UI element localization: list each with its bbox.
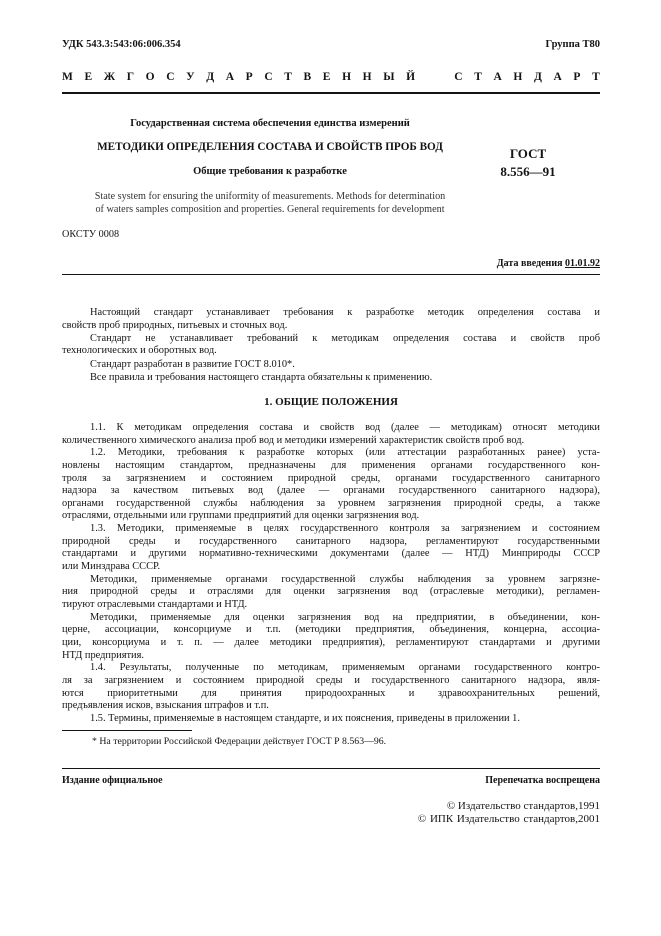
paragraph-line: новлены настоящим стандартом, предназначены для применения органами государственного кон- — [62, 459, 600, 471]
banner-letter: Ж — [103, 71, 116, 83]
banner-letter: Н — [513, 71, 523, 83]
banner-letter: У — [186, 71, 195, 83]
banner-letter: Р — [245, 71, 253, 83]
paragraph-line: 1.4. Результаты, полученные по методикам, применяемым органами государственного контро- — [90, 662, 600, 674]
paragraph-line: 1.1. К методикам определения состава и свойств вод (далее — методикам) относят методики — [90, 422, 600, 433]
banner-letter: А — [493, 71, 502, 83]
paragraph — [62, 333, 600, 358]
banner-letter: Д — [206, 71, 215, 83]
english-title-line: of waters samples composition and properties. General requirements for development — [95, 204, 445, 215]
banner-letter: В — [303, 71, 312, 83]
banner-letter: Н — [362, 71, 372, 83]
banner-letter: С — [264, 71, 273, 83]
paragraph — [62, 713, 600, 726]
footer-rule — [62, 768, 600, 769]
paragraph-line: ния природной среды и отраслями для оценки загрязнения вод (отраслевые методики), регламен- — [62, 586, 600, 598]
interstate-standard-banner — [62, 71, 600, 83]
english-title-line: State system for ensuring the uniformity of measurements. Methods for determination — [94, 191, 446, 202]
paragraph — [62, 422, 600, 447]
paragraph — [62, 372, 600, 385]
banner-letter: С — [454, 71, 463, 83]
introduction-date — [497, 258, 600, 269]
document-subtitle: Общие требования к разработке — [193, 166, 347, 177]
banner-letter: Е — [322, 71, 331, 83]
paragraph-line: Настоящий стандарт устанавливает требования к разработке методик определения состава и — [90, 307, 600, 318]
gost-number: 8.556—91 — [500, 164, 556, 179]
system-title: Государственная система обеспечения единства измерений — [130, 118, 410, 129]
banner-letter: Т — [474, 71, 482, 83]
banner-letter: Р — [573, 71, 581, 83]
official-edition: Издание официальное — [62, 775, 163, 786]
introduction-date-label: Дата введения — [496, 258, 563, 269]
paragraph-line: технологических и оборотных вод. — [62, 345, 217, 357]
reprint-prohibited: Перепечатка воспрещена — [485, 775, 600, 786]
group-code: Группа Т80 — [545, 39, 600, 50]
paragraph-line: природной среды и государственного санитарного надзора, регламентируют государственными — [62, 535, 600, 547]
paragraph-line: Стандарт не устанавливает требований к методикам определения состава и свойств проб — [90, 332, 600, 344]
paragraph-line: надзора за качеством питьевых вод (далее — органами государственного санитарного надзора), — [62, 485, 600, 497]
paragraph — [62, 523, 600, 573]
paragraph-line: органами государственной службы наблюдения за уровнем загрязнения природной среды, а также — [62, 497, 600, 509]
paragraph-line: 1.5. Термины, применяемые в настоящем стандарте, и их пояснения, приведены в приложении 1. — [90, 713, 520, 724]
banner-letter: Е — [84, 71, 93, 83]
banner-letter: Г — [126, 71, 135, 83]
gost-label: ГОСТ — [509, 146, 547, 161]
udk-code: УДК 543.3:543:06:006.354 — [62, 39, 181, 50]
banner-letter: Д — [533, 71, 542, 83]
banner-gap — [427, 71, 443, 83]
section-heading: 1. ОБЩИЕ ПОЛОЖЕНИЯ — [264, 396, 398, 408]
paragraph-line: Все правила и требования настоящего стандарта обязательны к применению. — [90, 371, 433, 383]
paragraph-line: ля за загрязнением и состоянием природной среды и государственного санитарного надзора, явля- — [62, 674, 600, 686]
paragraph — [62, 574, 600, 612]
paragraph-line: Методики, применяемые для оценки загрязнения вод на предприятии, в объединении, кон- — [90, 611, 600, 623]
paragraph — [62, 447, 600, 523]
paragraph — [62, 612, 600, 662]
paragraph-line: тируют отраслевыми стандартами и НТД. — [62, 598, 248, 610]
paragraph — [62, 307, 600, 332]
banner-letter: Т — [284, 71, 292, 83]
paragraph — [62, 359, 600, 372]
paragraph-line: Стандарт разработан в развитие ГОСТ 8.010*. — [90, 358, 295, 370]
paragraph-line: троля за загрязнением и состоянием природной среды, органами государственного санитарного — [62, 472, 600, 484]
introduction-date-value: 01.01.92 — [565, 258, 600, 269]
paragraph-line: 1.3. Методики, применяемые в целях государственного контроля за загрязнением и состоянием — [90, 523, 600, 535]
paragraph-line: Методики, применяемые органами государственной службы наблюдения за уровнем загрязне- — [90, 573, 600, 585]
paragraph-line: или Минздрава СССР. — [62, 560, 161, 572]
paragraph-line: НТД предприятия. — [62, 649, 144, 661]
banner-letter: О — [145, 71, 155, 83]
paragraph — [62, 662, 600, 712]
banner-letter: Т — [592, 71, 600, 83]
paragraph-line: стандартами и другими нормативно-техническими документами (далее — НТД) Минприроды СССР — [62, 548, 600, 560]
paragraph-line: ются приоритетными для принятия природоохранных и здравоохранительных решений, — [62, 687, 600, 699]
banner-letter: Й — [406, 71, 416, 83]
banner-letter: С — [166, 71, 175, 83]
paragraph-line: ции, консорциума и т. п. — далее методики предприятия), регламентируют стандартами и другими — [62, 636, 600, 648]
banner-letter: Ы — [383, 71, 395, 83]
okstu-code: ОКСТУ 0008 — [62, 229, 120, 240]
footnote-rule — [62, 730, 192, 731]
document-title: МЕТОДИКИ ОПРЕДЕЛЕНИЯ СОСТАВА И СВОЙСТВ ПРОБ ВОД — [97, 141, 443, 153]
footnote: * На территории Российской Федерации действует ГОСТ Р 8.563—96. — [92, 736, 387, 747]
banner-letter: Н — [342, 71, 352, 83]
paragraph-line: предъявления исков, взыскания штрафов и т.п. — [62, 700, 269, 712]
paragraph-line: количественного химического анализа проб вод и методики измерений характеристик свойств проб вод. — [62, 434, 525, 446]
copyright-1991: © Издательство стандартов,1991 — [446, 800, 600, 812]
paragraph-line: отраслями, отдельными или группами предприятий для оценки загрязнения вод. — [62, 510, 420, 522]
paragraph-line: 1.2. Методики, требования к разработке которых (или аттестации разработанных ранее) уста- — [90, 447, 600, 459]
banner-letter: А — [553, 71, 562, 83]
header-rule — [62, 92, 600, 94]
copyright-2001: © ИПК Издательство стандартов,2001 — [417, 813, 600, 825]
banner-letter: М — [62, 71, 73, 83]
paragraph-line: церне, ассоциации, консорциуме и т.п. (методики предприятия, объединения, концерна, ассоциа- — [62, 624, 600, 636]
english-title — [62, 190, 478, 216]
date-rule — [62, 274, 600, 275]
paragraph-line: свойств проб природных, питьевых и сточных вод. — [62, 319, 288, 331]
banner-letter: А — [225, 71, 235, 83]
